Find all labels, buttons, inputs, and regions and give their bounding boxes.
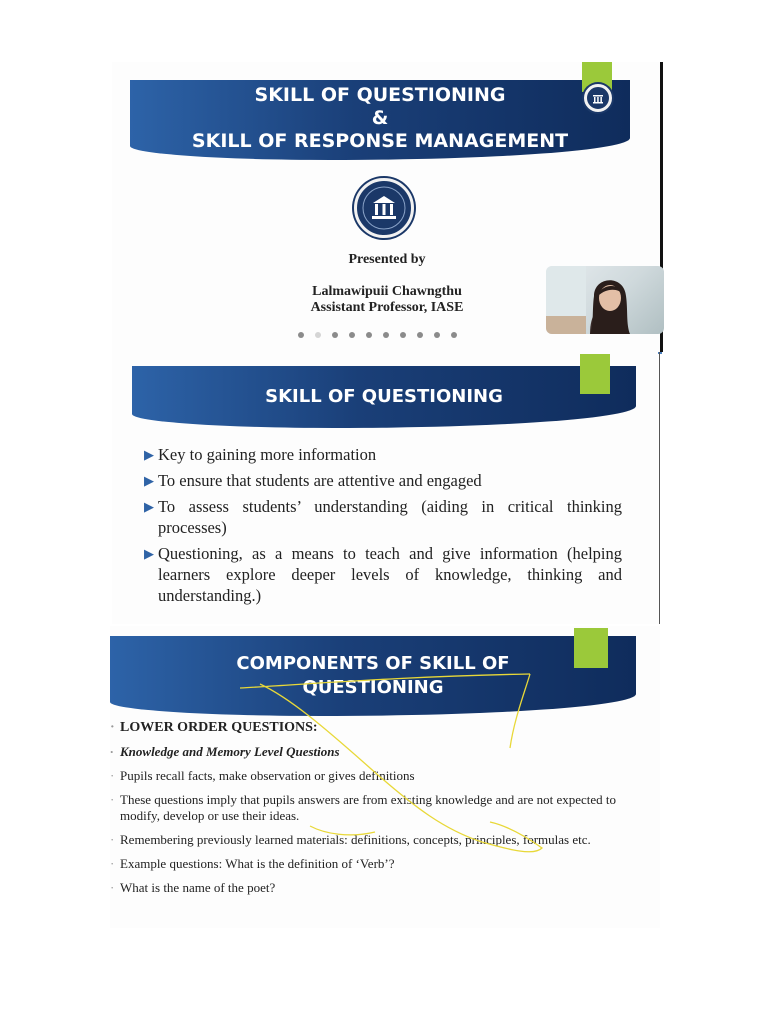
bullet-arrow-icon: ▶ bbox=[144, 546, 154, 561]
bullet-item: ▶ To assess students’ understanding (aiding in critical thinking processes) bbox=[144, 497, 622, 537]
title-line-2: & bbox=[371, 107, 389, 129]
list-item: · Knowledge and Memory Level Questions bbox=[110, 744, 640, 760]
bullet-item: ▶ Key to gaining more information bbox=[144, 445, 377, 464]
title-line-3: SKILL OF RESPONSE MANAGEMENT bbox=[191, 130, 569, 152]
pagination-dot[interactable] bbox=[298, 332, 304, 338]
pagination-dot[interactable] bbox=[349, 332, 355, 338]
list-item: · Remembering previously learned materials: definitions, concepts, principles, formulas etc. bbox=[110, 832, 640, 848]
list-item: · LOWER ORDER QUESTIONS: bbox=[110, 720, 640, 736]
slide3-title-line-2: QUESTIONING bbox=[302, 677, 444, 698]
pagination-dot[interactable] bbox=[451, 332, 457, 338]
pagination-dot[interactable] bbox=[332, 332, 338, 338]
pagination-dot[interactable] bbox=[434, 332, 440, 338]
slide3-title-line-1: COMPONENTS OF SKILL OF bbox=[236, 653, 510, 674]
bullet-arrow-icon: ▶ bbox=[144, 473, 154, 488]
components-slide bbox=[110, 626, 660, 928]
pagination-dot[interactable] bbox=[417, 332, 423, 338]
bullet-item: ▶ Questioning, as a means to teach and give information (helping learners explore deeper levels of knowledge, thinking and understanding.) bbox=[144, 544, 622, 605]
slide2-title: SKILL OF QUESTIONING bbox=[265, 386, 503, 407]
institution-emblem-icon bbox=[354, 178, 414, 238]
presented-by-label: Presented by bbox=[348, 252, 426, 267]
list-item: · What is the name of the poet? bbox=[110, 880, 640, 896]
list-item: · Example questions: What is the definition of ‘Verb’? bbox=[110, 856, 640, 872]
pagination-dot[interactable] bbox=[383, 332, 389, 338]
pagination-dot[interactable] bbox=[366, 332, 372, 338]
green-accent-square bbox=[580, 354, 610, 394]
presenter-role: Assistant Professor, IASE bbox=[310, 300, 464, 315]
small-emblem-icon bbox=[584, 84, 612, 112]
title-line-1: SKILL OF QUESTIONING bbox=[254, 84, 506, 106]
bullet-item: ▶ To ensure that students are attentive and engaged bbox=[144, 471, 482, 490]
window-edge-bar bbox=[659, 352, 660, 624]
bullet-list bbox=[144, 444, 622, 611]
slide2-banner bbox=[132, 366, 636, 428]
presenter-name: Lalmawipuii Chawngthu bbox=[312, 284, 462, 299]
title-banner bbox=[130, 80, 630, 160]
pagination-dot[interactable] bbox=[315, 332, 321, 338]
bullet-arrow-icon: ▶ bbox=[144, 447, 154, 462]
pagination-dot[interactable] bbox=[400, 332, 406, 338]
skill-of-questioning-slide bbox=[112, 352, 658, 624]
webcam-presenter-icon bbox=[546, 266, 664, 334]
list-item: · These questions imply that pupils answers are from existing knowledge and are not expected to modify, develop or use their ideas. bbox=[110, 792, 640, 824]
list-item: · Pupils recall facts, make observation or gives definitions bbox=[110, 768, 640, 784]
slide-pagination-dots[interactable] bbox=[298, 332, 457, 338]
bullet-arrow-icon: ▶ bbox=[144, 499, 154, 514]
pen-annotation-strokes bbox=[110, 626, 660, 928]
webcam-thumbnail[interactable] bbox=[546, 266, 664, 334]
